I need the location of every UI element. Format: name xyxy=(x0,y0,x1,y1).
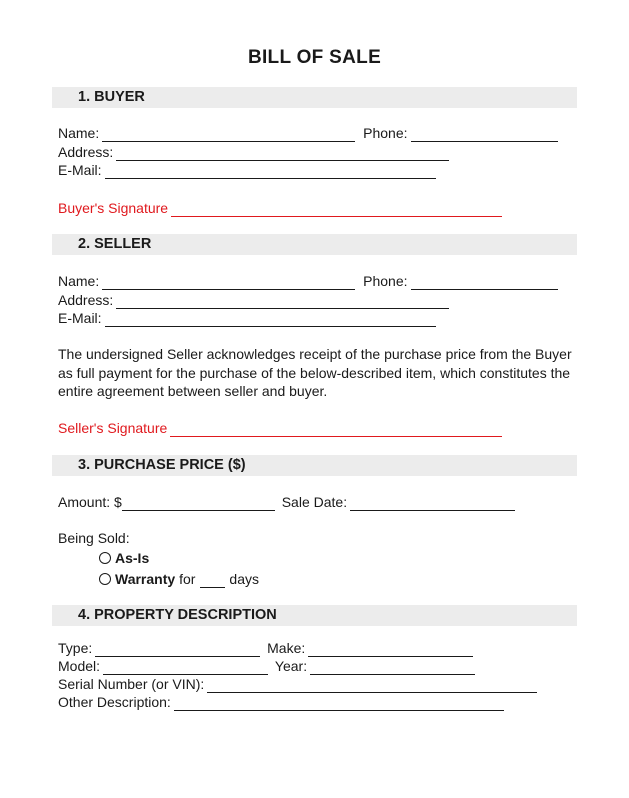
warranty-radio-icon[interactable] xyxy=(99,573,111,585)
seller-name-row xyxy=(58,273,558,290)
as-is-label: As-Is xyxy=(115,550,150,566)
section-title-price: 3. PURCHASE PRICE ($) xyxy=(78,457,246,473)
warranty-days-label: days xyxy=(229,571,259,587)
warranty-option[interactable] xyxy=(99,571,259,588)
buyer-email-label: E-Mail: xyxy=(58,162,102,178)
warranty-for-label: for xyxy=(179,571,196,587)
section-title-buyer: 1. BUYER xyxy=(78,89,145,105)
buyer-signature-row xyxy=(58,200,502,217)
seller-name-label: Name: xyxy=(58,273,100,289)
buyer-name-field[interactable] xyxy=(102,126,355,142)
section-header-buyer xyxy=(52,87,577,108)
seller-signature-row xyxy=(58,420,502,437)
document-title: BILL OF SALE xyxy=(247,47,382,68)
section-title-seller: 2. SELLER xyxy=(78,236,152,252)
model-year-row xyxy=(58,658,475,675)
warranty-days-field[interactable] xyxy=(200,572,225,588)
seller-signature-label: Seller's Signature xyxy=(58,420,168,436)
as-is-radio-icon[interactable] xyxy=(99,552,111,564)
section-header-price xyxy=(52,455,577,476)
as-is-option[interactable] xyxy=(99,550,149,567)
section-title-property: 4. PROPERTY DESCRIPTION xyxy=(78,607,277,623)
model-field[interactable] xyxy=(103,659,268,675)
buyer-signature-label: Buyer's Signature xyxy=(58,200,169,216)
buyer-address-label: Address: xyxy=(58,144,114,160)
section-header-property xyxy=(52,605,577,626)
sale-date-field[interactable] xyxy=(350,495,515,511)
seller-email-row xyxy=(58,310,436,327)
seller-email-field[interactable] xyxy=(105,311,436,327)
amount-label: Amount: $ xyxy=(58,494,122,510)
buyer-address-field[interactable] xyxy=(116,145,449,161)
other-description-field[interactable] xyxy=(174,695,504,711)
serial-label: Serial Number (or VIN): xyxy=(58,676,205,692)
serial-row xyxy=(58,676,537,693)
buyer-email-field[interactable] xyxy=(105,163,436,179)
type-field[interactable] xyxy=(95,641,260,657)
seller-address-label: Address: xyxy=(58,292,114,308)
sale-date-label: Sale Date: xyxy=(281,494,348,510)
year-field[interactable] xyxy=(310,659,475,675)
seller-address-field[interactable] xyxy=(116,293,449,309)
other-description-label: Other Description: xyxy=(58,694,171,710)
seller-signature-field[interactable] xyxy=(170,421,502,437)
other-description-row xyxy=(58,694,504,711)
year-label: Year: xyxy=(274,658,308,674)
amount-field[interactable] xyxy=(122,495,275,511)
seller-address-row xyxy=(58,292,449,309)
buyer-phone-label: Phone: xyxy=(363,125,408,141)
serial-field[interactable] xyxy=(207,677,537,693)
seller-email-label: E-Mail: xyxy=(58,310,102,326)
buyer-address-row xyxy=(58,144,449,161)
section-header-seller xyxy=(52,234,577,255)
buyer-phone-field[interactable] xyxy=(411,126,558,142)
buyer-signature-field[interactable] xyxy=(171,201,502,217)
amount-row xyxy=(58,494,515,511)
being-sold-label: Being Sold: xyxy=(58,530,130,546)
make-field[interactable] xyxy=(308,641,473,657)
warranty-label: Warranty xyxy=(115,571,176,587)
buyer-name-label: Name: xyxy=(58,125,100,141)
model-label: Model: xyxy=(58,658,101,674)
buyer-email-row xyxy=(58,162,436,179)
seller-name-field[interactable] xyxy=(102,274,355,290)
seller-phone-label: Phone: xyxy=(363,273,408,289)
type-make-row xyxy=(58,640,473,657)
type-label: Type: xyxy=(58,640,93,656)
acknowledgement-paragraph: The undersigned Seller acknowledges receipt of the purchase price from the Buyer as full payment for the purchase of the below-described item, which constitutes the entire agreement between seller and buyer. xyxy=(58,346,572,399)
seller-phone-field[interactable] xyxy=(411,274,558,290)
make-label: Make: xyxy=(267,640,306,656)
buyer-name-row xyxy=(58,125,558,142)
